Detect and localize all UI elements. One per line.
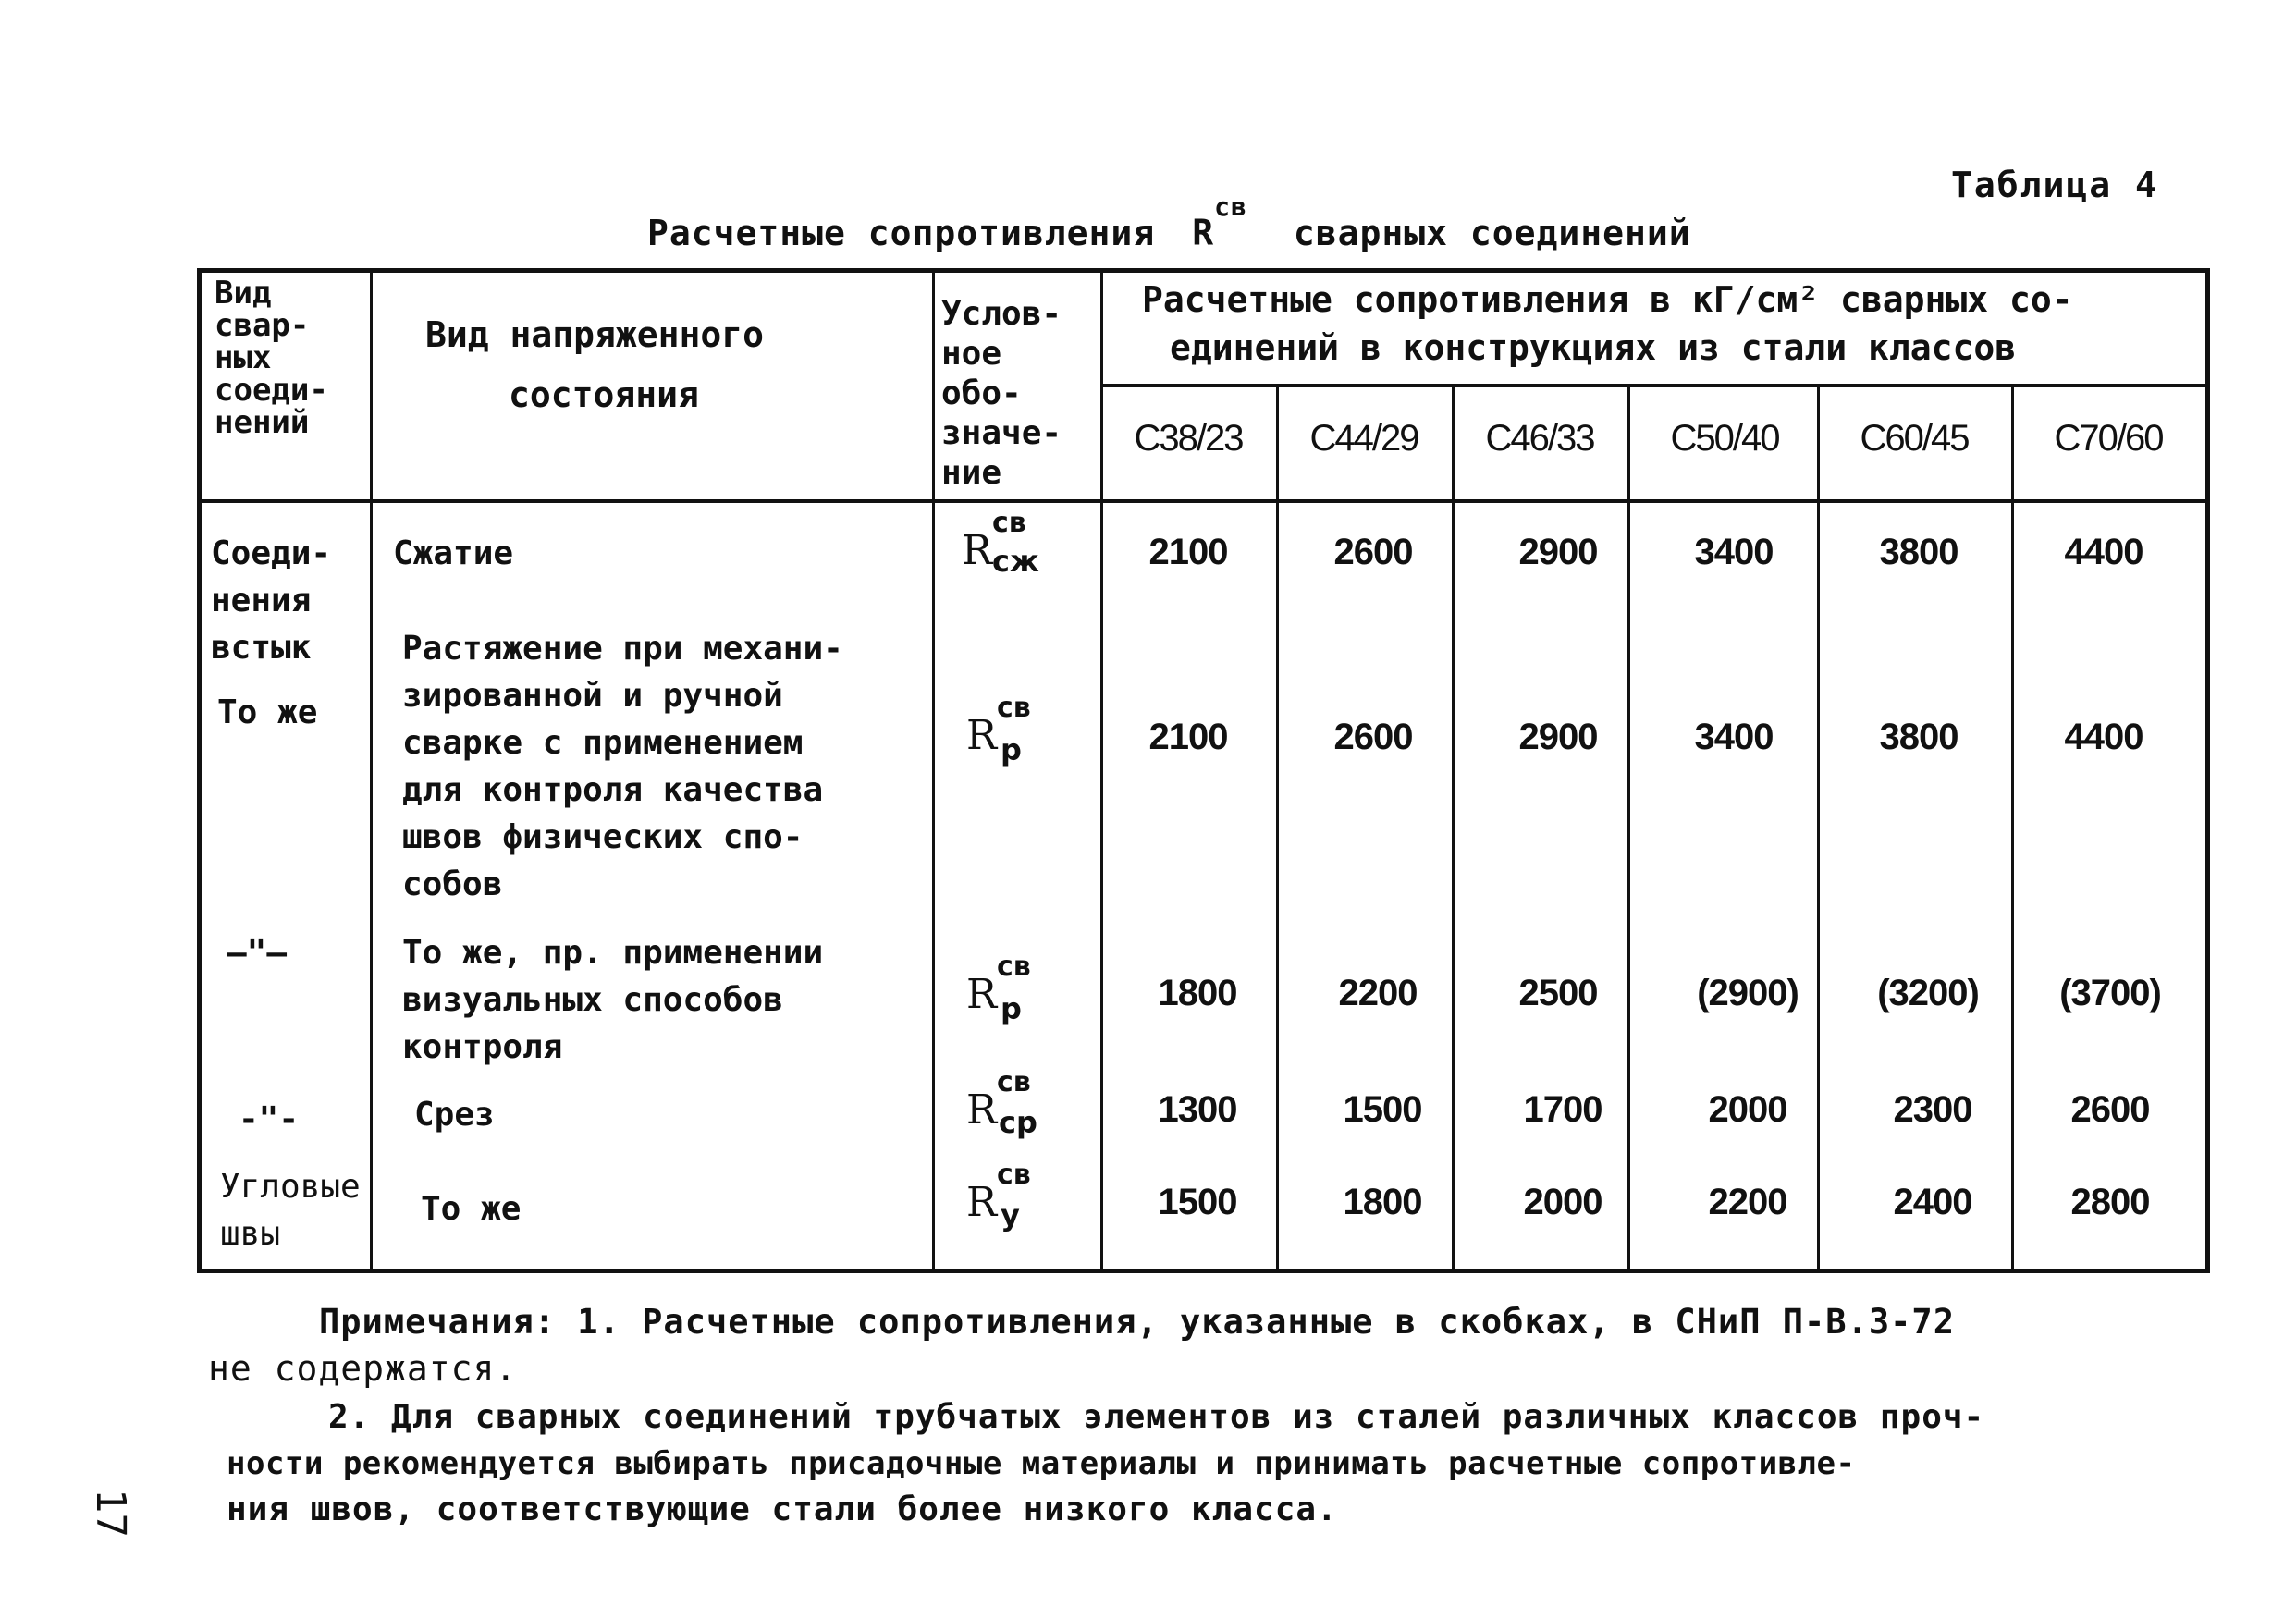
row-stress-state-line: контроля xyxy=(402,1028,563,1066)
row-joint-type-line: -"- xyxy=(239,1100,300,1138)
table-title xyxy=(647,191,1691,253)
row-stress-state xyxy=(414,1091,495,1138)
header-stress-state-line: Вид напряженного xyxy=(425,314,765,355)
value-cell: 2500 xyxy=(1518,973,1598,1013)
title-symbol-sup: св xyxy=(1214,191,1247,222)
grade-header: С70/60 xyxy=(2054,418,2163,459)
grade-header: С38/23 xyxy=(1134,418,1243,459)
row-stress-state-line: Срез xyxy=(414,1096,495,1134)
row-stress-state-line: То же, пр. применении xyxy=(402,934,824,972)
symbol-sub: сж xyxy=(992,544,1039,579)
header-joint-type xyxy=(215,277,328,439)
symbol-base: R xyxy=(966,1179,998,1226)
row-stress-state-line: сварке с применением xyxy=(402,724,804,762)
grade-header: С46/33 xyxy=(1485,418,1594,459)
value-cell: 2200 xyxy=(1338,973,1418,1013)
row-joint-type xyxy=(211,530,331,671)
value-cell: 2100 xyxy=(1148,717,1228,757)
header-symbol-line: значе- xyxy=(941,414,1062,452)
symbol-sub: у xyxy=(1001,1197,1020,1233)
table-label: Таблица 4 xyxy=(1951,165,2158,205)
value-cell: 2600 xyxy=(2070,1089,2150,1130)
grade-header: С60/45 xyxy=(1860,418,1969,459)
note-1-line-2: не содержатся. xyxy=(208,1348,518,1389)
header-joint-type-line: Вид xyxy=(215,275,272,312)
grade-header: С44/29 xyxy=(1309,418,1418,459)
value-cell: 1800 xyxy=(1343,1182,1422,1222)
page-number: 17 xyxy=(87,1489,134,1538)
row-stress-state xyxy=(402,929,823,1071)
value-cell: 3800 xyxy=(1879,532,1958,572)
value-cell: 1500 xyxy=(1343,1089,1422,1130)
row-joint-type xyxy=(239,1096,299,1143)
value-cell: 2100 xyxy=(1148,532,1228,572)
row-symbol xyxy=(962,507,1039,579)
value-cell: 2600 xyxy=(1333,532,1413,572)
value-cell: 4400 xyxy=(2064,532,2143,572)
row-stress-state xyxy=(421,1185,521,1233)
value-cell: 1700 xyxy=(1523,1089,1602,1130)
value-cell: (2900) xyxy=(1697,973,1799,1013)
col-divider-1 xyxy=(370,268,373,1273)
row-joint-type-line: То же xyxy=(217,693,318,731)
row-joint-type xyxy=(227,929,287,976)
header-stress-state-line: состояния xyxy=(509,374,699,415)
value-cell: 2200 xyxy=(1708,1182,1787,1222)
row-stress-state-line: То же xyxy=(421,1190,522,1228)
header-symbol-line: ное xyxy=(941,335,1002,373)
symbol-base: R xyxy=(966,1086,998,1134)
value-cell: (3700) xyxy=(2059,973,2161,1013)
row-symbol xyxy=(966,951,1031,1026)
row-stress-state-line: Растяжение при механи- xyxy=(402,630,843,668)
symbol-sup: св xyxy=(997,1066,1031,1098)
symbol-sub: р xyxy=(1001,732,1022,767)
value-cell: 2600 xyxy=(1333,717,1413,757)
symbol-base: R xyxy=(966,712,998,759)
symbol-sub: р xyxy=(1001,991,1022,1026)
span-divider xyxy=(1100,384,2210,387)
value-cell: 2400 xyxy=(1893,1182,1972,1222)
table-border-left xyxy=(197,268,202,1273)
header-joint-type-line: нений xyxy=(215,404,310,441)
value-cell: 1500 xyxy=(1158,1182,1237,1222)
table-border-right xyxy=(2205,268,2210,1273)
row-joint-type-line: нения xyxy=(211,582,312,619)
note-2-line-1: 2. Для сварных соединений трубчатых элементов из сталей различных классов проч- xyxy=(328,1398,1985,1436)
note-1-line-1: Примечания: 1. Расчетные сопротивления, указанные в скобках, в СНиП П-В.3-72 xyxy=(319,1302,1955,1342)
title-text-after: сварных соединений xyxy=(1293,212,1691,253)
row-stress-state-line: Сжатие xyxy=(393,534,514,572)
col-divider-5 xyxy=(1452,384,1455,1273)
row-symbol xyxy=(966,692,1031,767)
symbol-base: R xyxy=(962,527,993,574)
table-border-bottom xyxy=(197,1269,2210,1273)
row-stress-state-line: для контроля качества xyxy=(402,771,824,809)
col-divider-6 xyxy=(1627,384,1630,1273)
header-symbol-line: Услов- xyxy=(941,295,1062,333)
header-joint-type-line: соеди- xyxy=(215,372,328,409)
row-stress-state xyxy=(402,625,843,908)
value-cell: 3800 xyxy=(1879,717,1958,757)
title-symbol: R xyxy=(1192,212,1215,253)
header-design-resistance-line: единений в конструкциях из стали классов xyxy=(1170,327,2017,368)
value-cell: 2000 xyxy=(1523,1182,1602,1222)
header-symbol-line: ние xyxy=(941,454,1002,492)
col-divider-7 xyxy=(1817,384,1820,1273)
value-cell: 2900 xyxy=(1518,717,1598,757)
value-cell: 1800 xyxy=(1158,973,1237,1013)
row-joint-type-line: Соеди- xyxy=(211,534,332,572)
value-cell: 2000 xyxy=(1708,1089,1787,1130)
symbol-sup: св xyxy=(997,1159,1031,1191)
note-2-line-3: ния швов, соответствующие стали более низкого класса. xyxy=(227,1490,1338,1528)
row-joint-type xyxy=(220,1163,361,1257)
row-stress-state-line: визуальных способов xyxy=(402,981,783,1019)
col-divider-4 xyxy=(1276,384,1279,1273)
row-joint-type-line: —"— xyxy=(227,934,288,972)
title-text-before: Расчетные сопротивления xyxy=(647,212,1156,253)
symbol-sup: св xyxy=(997,951,1031,983)
header-design-resistance xyxy=(1142,276,2073,372)
row-symbol xyxy=(966,1159,1031,1233)
symbol-base: R xyxy=(966,971,998,1018)
table-border-top xyxy=(197,268,2210,273)
row-stress-state-line: швов физических спо- xyxy=(402,818,804,856)
row-stress-state xyxy=(393,530,513,577)
row-joint-type-line: швы xyxy=(220,1215,281,1253)
header-symbol xyxy=(941,294,1062,493)
value-cell: 3400 xyxy=(1694,532,1774,572)
header-joint-type-line: ных xyxy=(215,339,272,376)
row-joint-type xyxy=(217,689,317,736)
symbol-sup: св xyxy=(997,692,1031,724)
value-cell: 2800 xyxy=(2070,1182,2150,1222)
col-divider-8 xyxy=(2011,384,2014,1273)
value-cell: 2300 xyxy=(1893,1089,1972,1130)
row-symbol xyxy=(966,1066,1037,1140)
value-cell: 1300 xyxy=(1158,1089,1237,1130)
value-cell: 3400 xyxy=(1694,717,1774,757)
header-divider xyxy=(197,499,2210,503)
row-stress-state-line: зированной и ручной xyxy=(402,677,783,715)
row-joint-type-line: Угловые xyxy=(220,1168,361,1206)
header-symbol-line: обо- xyxy=(941,374,1022,412)
symbol-sub: ср xyxy=(999,1105,1037,1140)
header-joint-type-line: свар- xyxy=(215,307,310,344)
header-stress-state xyxy=(425,305,764,425)
row-joint-type-line: встык xyxy=(211,629,312,667)
symbol-sup: св xyxy=(992,507,1026,539)
value-cell: 2900 xyxy=(1518,532,1598,572)
row-stress-state-line: собов xyxy=(402,865,503,903)
col-divider-2 xyxy=(932,268,935,1273)
note-2-line-2: ности рекомендуется выбирать присадочные материалы и принимать расчетные сопротивле- xyxy=(227,1445,1856,1482)
grade-header: С50/40 xyxy=(1670,418,1779,459)
header-design-resistance-line: Расчетные сопротивления в кГ/см² сварных со- xyxy=(1142,279,2073,320)
value-cell: (3200) xyxy=(1877,973,1979,1013)
value-cell: 4400 xyxy=(2064,717,2143,757)
